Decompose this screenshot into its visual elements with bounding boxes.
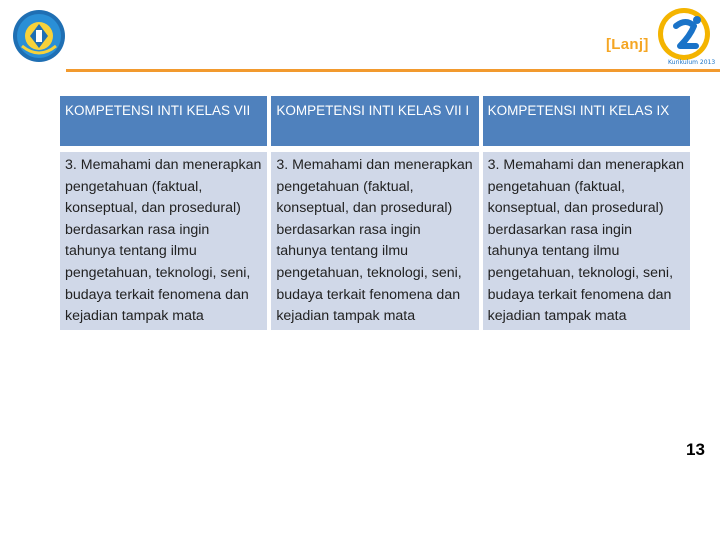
svg-text:Kurikulum 2013: Kurikulum 2013: [668, 59, 716, 66]
kurikulum-2013-logo-icon: [650, 6, 716, 68]
header-divider: [66, 69, 720, 72]
table-cell-kelas-vii: 3. Memahami dan menerapkan pengetahuan (faktual, konseptual, dan prosedural) berdasarkan rasa ingin tahunya tentang ilmu pengetahuan, teknologi, seni, budaya terkait fenomena dan kejadian tampak mata: [60, 152, 267, 330]
column-header-kelas-ix: KOMPETENSI INTI KELAS IX: [483, 96, 690, 148]
continued-label: [Lanj]: [606, 36, 649, 53]
kemdikbud-logo-icon: [12, 8, 66, 64]
column-header-kelas-viii: KOMPETENSI INTI KELAS VII I: [271, 96, 478, 148]
page-number: 13: [686, 440, 705, 459]
table-cell-kelas-ix: 3. Memahami dan menerapkan pengetahuan (faktual, konseptual, dan prosedural) berdasarkan rasa ingin tahunya tentang ilmu pengetahuan, teknologi, seni, budaya terkait fenomena dan kejadian tampak mata: [483, 152, 690, 330]
table-header-row: [60, 96, 690, 148]
table-row: [60, 152, 690, 330]
table-cell-kelas-viii: 3. Memahami dan menerapkan pengetahuan (faktual, konseptual, dan prosedural) berdasarkan rasa ingin tahunya tentang ilmu pengetahuan, teknologi, seni, budaya terkait fenomena dan kejadian tampak mata: [271, 152, 478, 330]
column-header-kelas-vii: KOMPETENSI INTI KELAS VII: [60, 96, 267, 148]
kompetensi-inti-table: [56, 92, 694, 334]
